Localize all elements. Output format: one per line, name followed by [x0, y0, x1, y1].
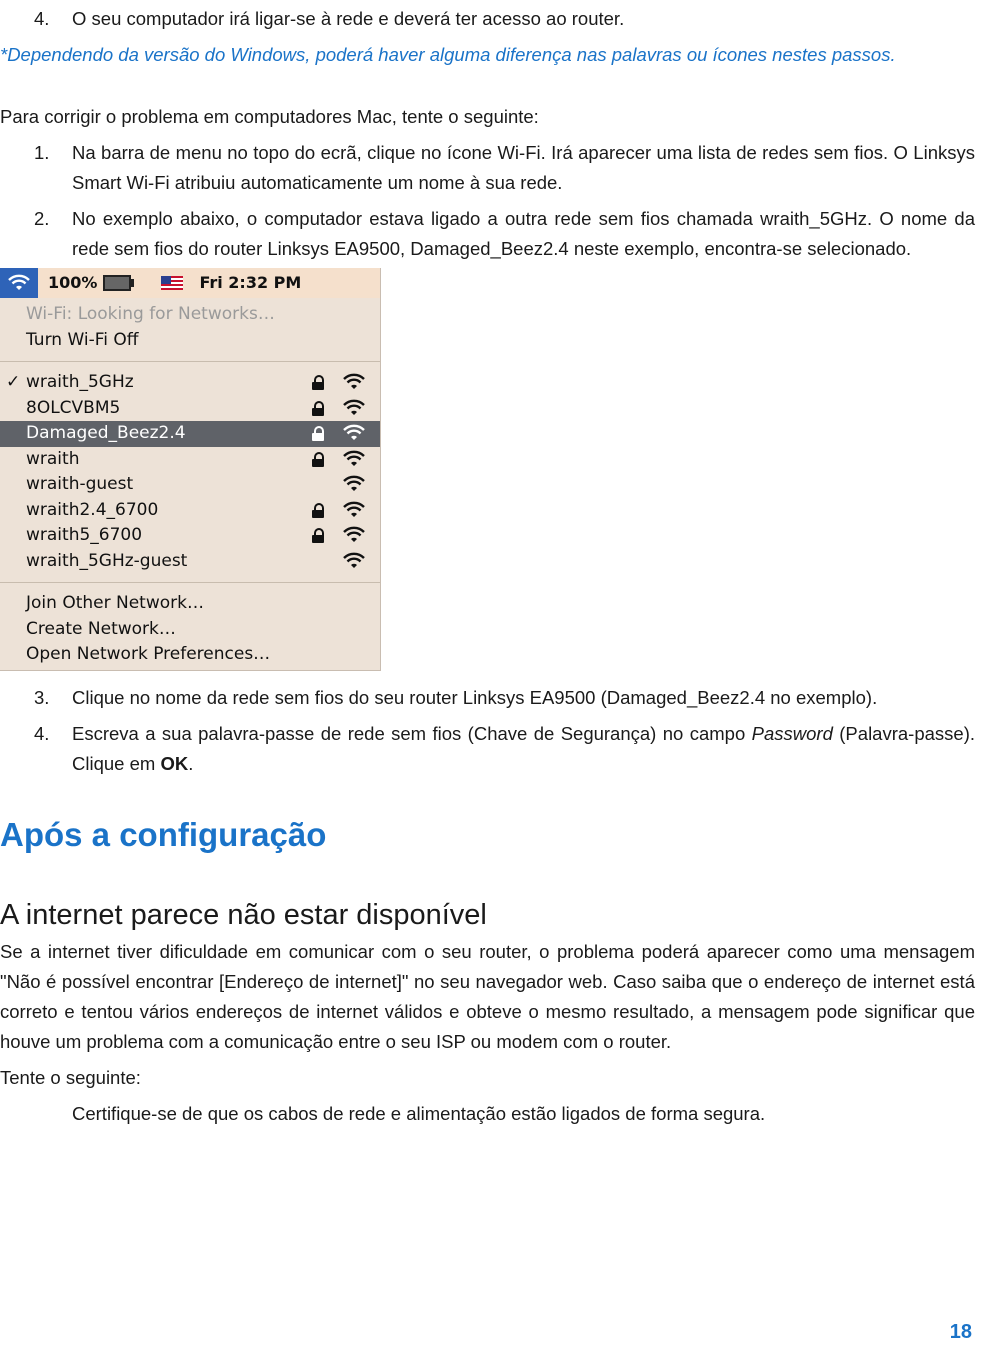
step-number: 1. [34, 142, 50, 163]
internet-paragraph: Se a internet tiver dificuldade em comunicar com o seu router, o problema poderá aparecer como uma mensagem "Não é possível encontrar [Endereço de internet]" no seu navegador web. Caso saiba que o endereço de internet está correto e tentou vários endereços de internet válidos e obteve o mesmo resultado, a mensagem pode significar que houve um problema com a comunicação entre o seu ISP ou modem com o router. [0, 941, 975, 1052]
network-name: wraith-guest [26, 474, 134, 494]
windows-step-4 [0, 4, 975, 34]
network-name: wraith [26, 448, 80, 469]
wifi-menu-list [0, 298, 380, 668]
step-text: O seu computador irá ligar-se à rede e deverá ter acesso ao router. [72, 8, 625, 29]
step-text: Na barra de menu no topo do ecrã, clique no ícone Wi-Fi. Irá aparecer uma lista de redes sem fios. O Linksys Smart Wi-Fi atribuiu automaticamente um nome à sua rede. [72, 142, 975, 193]
step-text: Clique no nome da rede sem fios do seu router Linksys EA9500 (Damaged_Beez2.4 no exemplo). [72, 687, 878, 708]
mac-menubar [0, 268, 380, 298]
password-field-name: Password [751, 723, 833, 744]
wifi-status: Wi-Fi: Looking for Networks… [26, 304, 275, 324]
battery-charging-icon [103, 275, 131, 291]
lock-icon [312, 375, 324, 389]
mac-wifi-menu-screenshot [0, 268, 381, 671]
network-item[interactable] [0, 396, 380, 422]
windows-version-note: *Dependendo da versão do Windows, poderá haver alguma diferença nas palavras ou ícones nestes passos. [0, 44, 896, 65]
ok-label: OK [160, 753, 189, 774]
mac-step-1 [0, 138, 975, 198]
section-title: Após a configuração [0, 816, 327, 853]
tip-cables: Certifique-se de que os cabos de rede e alimentação estão ligados de forma segura. [72, 1103, 766, 1124]
lock-icon [312, 503, 324, 517]
lock-icon [312, 528, 324, 542]
menu-divider [0, 582, 380, 583]
network-name: wraith2.4_6700 [26, 499, 159, 520]
battery-status[interactable] [48, 270, 131, 296]
network-item[interactable] [0, 523, 380, 549]
join-other-network-item[interactable]: Join Other Network… [26, 593, 204, 613]
network-list [0, 370, 380, 574]
step-number: 2. [34, 208, 50, 229]
network-item[interactable] [0, 447, 380, 473]
open-network-preferences-item[interactable]: Open Network Preferences… [26, 644, 271, 664]
network-name: wraith_5GHz-guest [26, 550, 188, 571]
step-number: 4. [34, 8, 50, 29]
page-number: 18 [949, 1321, 972, 1343]
menu-divider [0, 361, 380, 362]
step-text: Escreva a sua palavra-passe de rede sem fios (Chave de Segurança) no campo Password (Palavra-passe). Clique em OK. [72, 723, 975, 774]
lock-icon [312, 452, 324, 466]
step-number: 3. [34, 687, 50, 708]
step-number: 4. [34, 723, 50, 744]
network-name: wraith5_6700 [26, 525, 143, 545]
turn-wifi-off-item[interactable]: Turn Wi-Fi Off [26, 329, 139, 350]
network-item[interactable] [0, 370, 380, 396]
try-label: Tente o seguinte: [0, 1067, 141, 1088]
network-item[interactable] [0, 472, 380, 498]
mac-step-4 [0, 719, 975, 779]
lock-icon [312, 426, 324, 440]
checkmark-icon: ✓ [6, 372, 21, 392]
network-item[interactable] [0, 421, 380, 447]
wifi-icon[interactable] [0, 268, 38, 298]
battery-percent: 100% [48, 273, 98, 293]
network-name: 8OLCVBM5 [26, 397, 121, 418]
lock-icon [312, 401, 324, 415]
wifi-signal-icon [342, 552, 366, 579]
network-name: Damaged_Beez2.4 [26, 423, 186, 443]
mac-step-2 [0, 204, 975, 264]
menubar-clock[interactable]: Fri 2:32 PM [199, 273, 302, 293]
subsection-title: A internet parece não estar disponível [0, 899, 487, 931]
us-flag-icon[interactable] [161, 276, 183, 290]
step-text: No exemplo abaixo, o computador estava ligado a outra rede sem fios chamada wraith_5GHz. O nome da rede sem fios do router Linksys EA9500, Damaged_Beez2.4 neste exemplo, encontra-se selecionado. [72, 208, 975, 259]
network-name: wraith_5GHz [26, 372, 134, 392]
mac-step-3 [0, 683, 975, 713]
create-network-item[interactable]: Create Network… [26, 618, 176, 639]
network-item[interactable] [0, 498, 380, 524]
network-item[interactable] [0, 549, 380, 575]
mac-intro: Para corrigir o problema em computadores Mac, tente o seguinte: [0, 106, 539, 127]
